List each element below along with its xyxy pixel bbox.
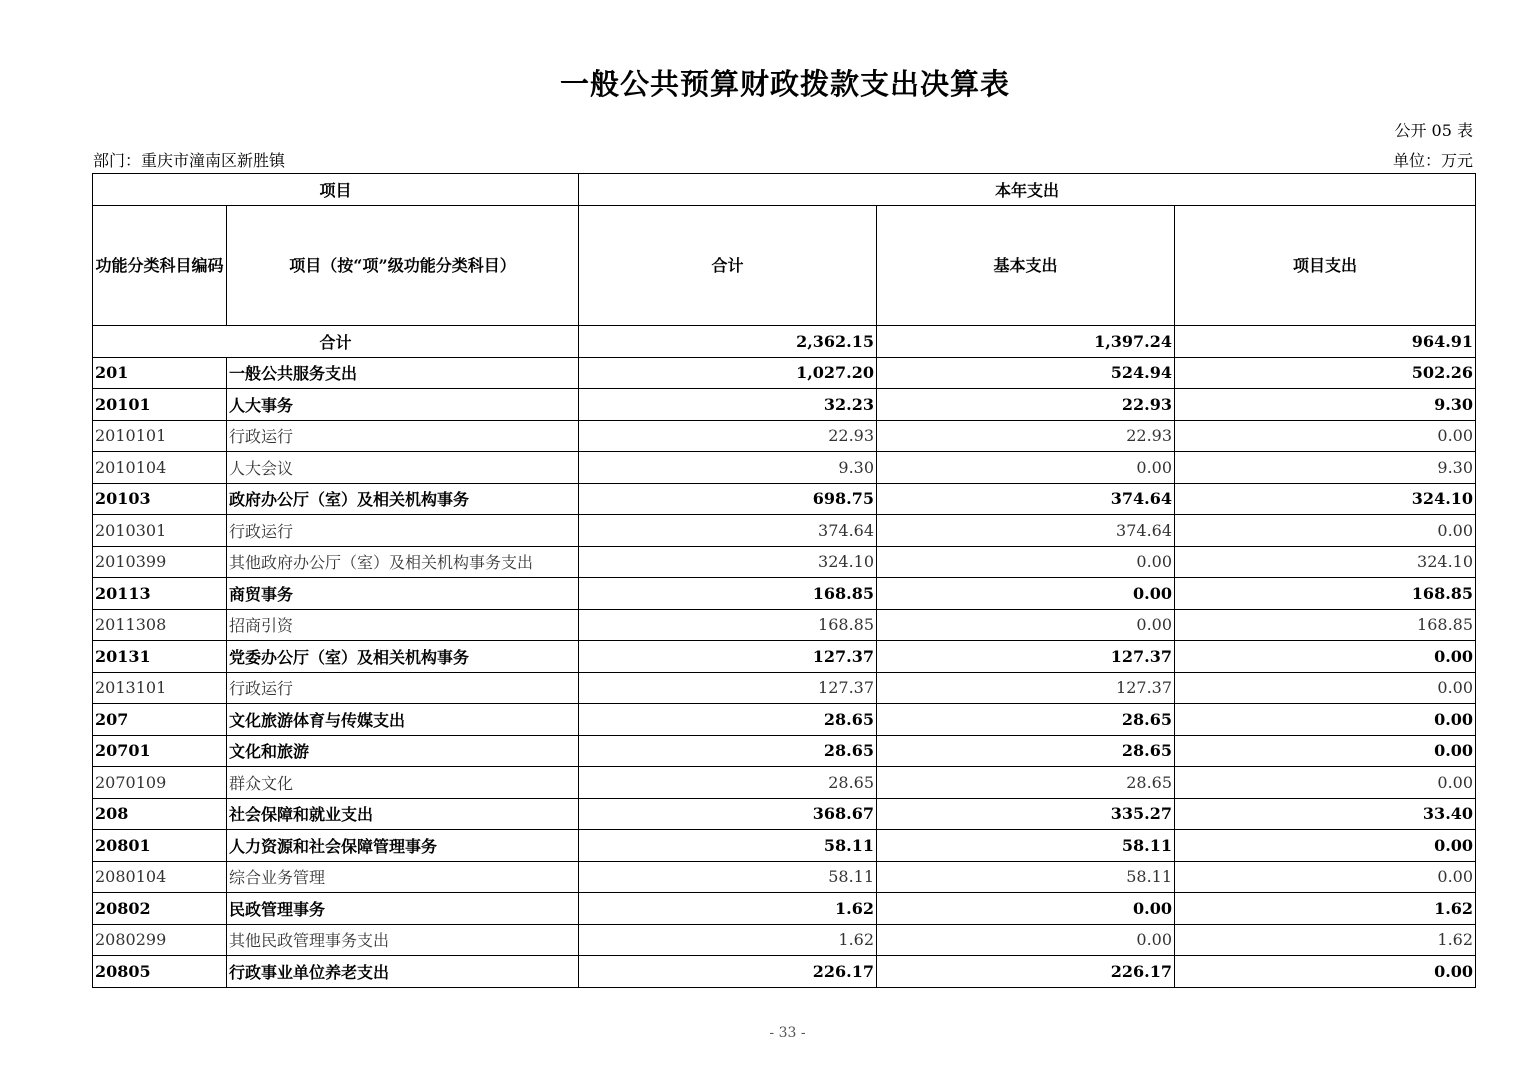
page-number: - 33 - [769,1025,806,1041]
row-code: 20103 [93,483,227,515]
row-basic: 226.17 [877,956,1175,988]
table-row [93,798,1476,830]
row-total: 28.65 [579,704,877,736]
row-code: 20805 [93,956,227,988]
table-row [93,767,1476,799]
row-basic: 22.93 [877,420,1175,452]
row-basic: 28.65 [877,767,1175,799]
total-project: 964.91 [1175,326,1476,358]
table-row [93,515,1476,547]
row-name: 行政运行 [227,515,579,547]
row-code: 2070109 [93,767,227,799]
row-code: 20701 [93,735,227,767]
row-project: 324.10 [1175,483,1476,515]
row-basic: 374.64 [877,515,1175,547]
row-total: 168.85 [579,578,877,610]
row-project: 0.00 [1175,641,1476,673]
row-name: 社会保障和就业支出 [227,798,579,830]
table-row [93,893,1476,925]
row-basic: 28.65 [877,735,1175,767]
row-basic: 58.11 [877,830,1175,862]
row-project: 168.85 [1175,609,1476,641]
row-code: 20101 [93,389,227,421]
table-row [93,704,1476,736]
row-code: 2011308 [93,609,227,641]
row-name: 商贸事务 [227,578,579,610]
table-row [93,357,1476,389]
row-project: 0.00 [1175,830,1476,862]
row-name: 政府办公厅（室）及相关机构事务 [227,483,579,515]
header-basic: 基本支出 [877,206,1175,326]
row-basic: 0.00 [877,452,1175,484]
row-name: 群众文化 [227,767,579,799]
unit-label: 单位：万元 [1392,151,1473,170]
page-title: 一般公共预算财政拨款支出决算表 [559,67,1010,101]
row-total: 22.93 [579,420,877,452]
row-project: 9.30 [1175,389,1476,421]
row-code: 2010399 [93,546,227,578]
row-code: 208 [93,798,227,830]
row-basic: 335.27 [877,798,1175,830]
row-code: 207 [93,704,227,736]
form-number: 公开 05 表 [1394,121,1473,140]
row-basic: 524.94 [877,357,1175,389]
header-row-2 [93,206,1476,326]
table-row [93,389,1476,421]
row-total: 374.64 [579,515,877,547]
table-row [93,483,1476,515]
row-code: 2010104 [93,452,227,484]
total-label: 合计 [93,326,579,358]
row-name: 一般公共服务支出 [227,357,579,389]
table-row [93,830,1476,862]
row-total: 324.10 [579,546,877,578]
row-total: 28.65 [579,767,877,799]
row-code: 20802 [93,893,227,925]
row-basic: 58.11 [877,861,1175,893]
row-basic: 127.37 [877,641,1175,673]
header-total: 合计 [579,206,877,326]
row-total: 1,027.20 [579,357,877,389]
row-basic: 0.00 [877,893,1175,925]
table-row [93,735,1476,767]
row-total: 127.37 [579,672,877,704]
table-row [93,546,1476,578]
row-project: 1.62 [1175,893,1476,925]
row-total: 127.37 [579,641,877,673]
row-total: 168.85 [579,609,877,641]
row-total: 9.30 [579,452,877,484]
header-this-year: 本年支出 [579,174,1476,206]
row-code: 2010101 [93,420,227,452]
row-project: 1.62 [1175,924,1476,956]
row-total: 1.62 [579,893,877,925]
department-label: 部门：重庆市潼南区新胜镇 [93,151,286,170]
row-project: 9.30 [1175,452,1476,484]
row-code: 2013101 [93,672,227,704]
table-row [93,641,1476,673]
table-row [93,924,1476,956]
total-total: 2,362.15 [579,326,877,358]
row-code: 2010301 [93,515,227,547]
row-name: 其他民政管理事务支出 [227,924,579,956]
row-project: 0.00 [1175,420,1476,452]
row-basic: 0.00 [877,924,1175,956]
row-project: 0.00 [1175,767,1476,799]
table-row [93,956,1476,988]
row-name: 民政管理事务 [227,893,579,925]
header-code: 功能分类科目编码 [93,206,227,326]
row-name: 招商引资 [227,609,579,641]
row-total: 32.23 [579,389,877,421]
row-code: 2080299 [93,924,227,956]
row-basic: 22.93 [877,389,1175,421]
row-total: 58.11 [579,861,877,893]
row-project: 0.00 [1175,704,1476,736]
row-total: 698.75 [579,483,877,515]
table-row [93,609,1476,641]
row-name: 党委办公厅（室）及相关机构事务 [227,641,579,673]
row-code: 20131 [93,641,227,673]
row-project: 502.26 [1175,357,1476,389]
row-total: 1.62 [579,924,877,956]
table-row [93,672,1476,704]
header-item: 项目 [93,174,579,206]
total-row [93,326,1476,358]
row-name: 其他政府办公厅（室）及相关机构事务支出 [227,546,579,578]
row-name: 人力资源和社会保障管理事务 [227,830,579,862]
row-basic: 28.65 [877,704,1175,736]
row-project: 168.85 [1175,578,1476,610]
row-basic: 0.00 [877,578,1175,610]
row-project: 0.00 [1175,956,1476,988]
row-name: 文化和旅游 [227,735,579,767]
table-row [93,420,1476,452]
row-total: 28.65 [579,735,877,767]
table-row [93,452,1476,484]
budget-table [92,173,1476,988]
header-row-1 [93,174,1476,206]
row-code: 2080104 [93,861,227,893]
row-code: 201 [93,357,227,389]
row-name: 人大事务 [227,389,579,421]
row-project: 0.00 [1175,735,1476,767]
row-total: 368.67 [579,798,877,830]
row-project: 0.00 [1175,672,1476,704]
row-name: 行政运行 [227,672,579,704]
table-row [93,861,1476,893]
row-name: 文化旅游体育与传媒支出 [227,704,579,736]
header-name: 项目（按“项”级功能分类科目） [227,206,579,326]
row-name: 人大会议 [227,452,579,484]
row-basic: 0.00 [877,546,1175,578]
table-row [93,578,1476,610]
row-name: 行政事业单位养老支出 [227,956,579,988]
row-project: 0.00 [1175,861,1476,893]
row-basic: 127.37 [877,672,1175,704]
total-basic: 1,397.24 [877,326,1175,358]
header-project: 项目支出 [1175,206,1476,326]
row-name: 综合业务管理 [227,861,579,893]
row-code: 20801 [93,830,227,862]
row-total: 58.11 [579,830,877,862]
row-code: 20113 [93,578,227,610]
row-project: 324.10 [1175,546,1476,578]
row-project: 0.00 [1175,515,1476,547]
row-name: 行政运行 [227,420,579,452]
row-project: 33.40 [1175,798,1476,830]
row-total: 226.17 [579,956,877,988]
row-basic: 0.00 [877,609,1175,641]
row-basic: 374.64 [877,483,1175,515]
